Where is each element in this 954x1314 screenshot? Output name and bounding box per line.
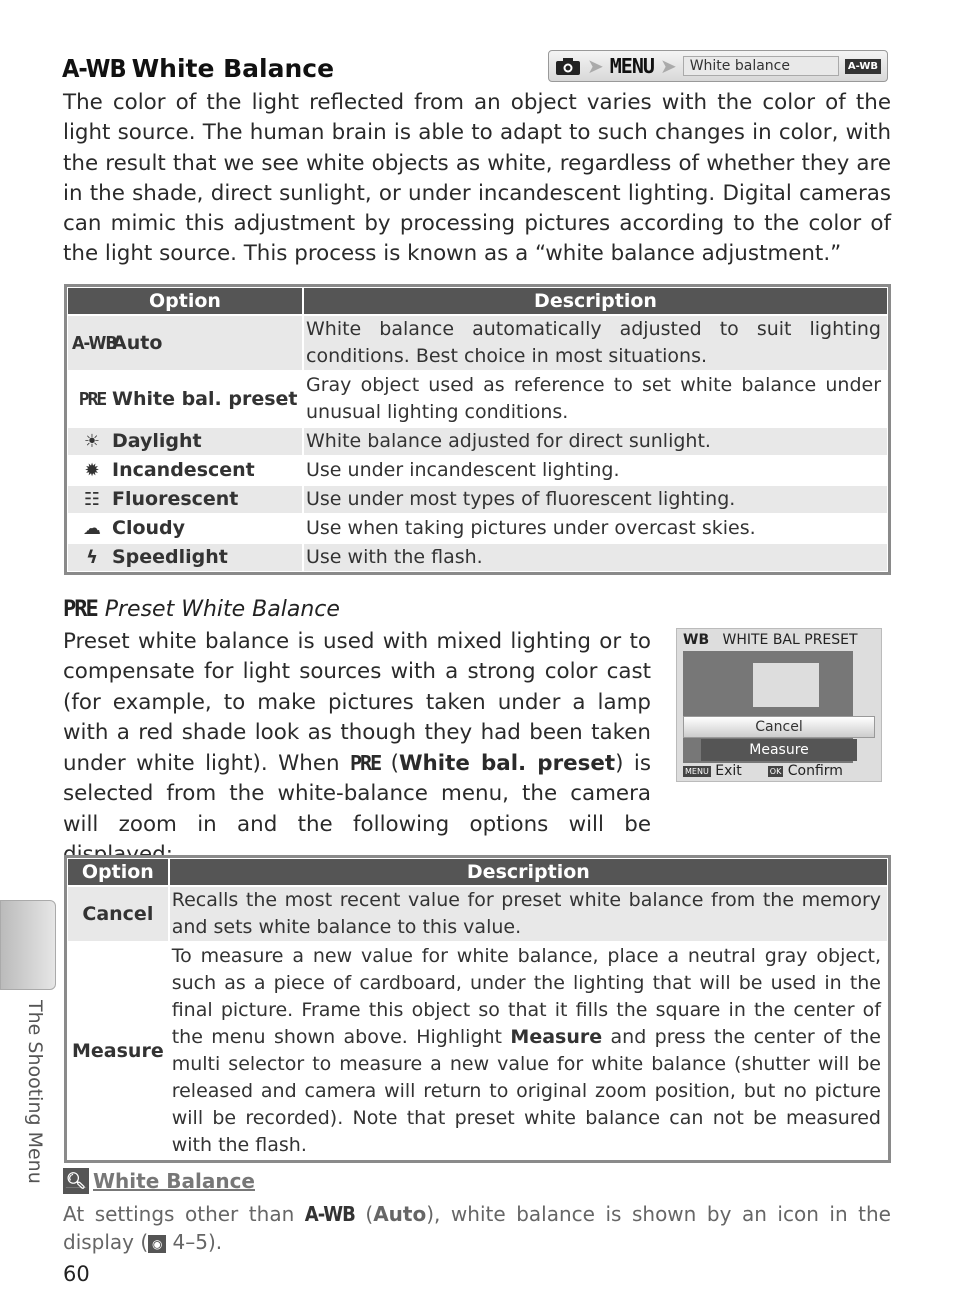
auto-wb-icon: A-WB xyxy=(72,332,117,354)
menu-breadcrumb xyxy=(548,50,888,82)
option-description: Use when taking pictures under overcast skies. xyxy=(303,514,888,543)
incandescent-icon: ✹ xyxy=(84,460,100,481)
table-row xyxy=(67,427,888,456)
table-row xyxy=(67,371,888,427)
lcd-footer xyxy=(683,763,879,779)
awb-tag: A-WB xyxy=(845,59,881,74)
option-label: Measure xyxy=(67,942,169,1160)
note-text-part: ( xyxy=(354,1202,374,1226)
lcd-option-cancel: Cancel xyxy=(683,716,875,738)
measure-square xyxy=(753,663,819,707)
preset-bold-text: White bal. preset xyxy=(398,751,616,777)
side-tab xyxy=(0,900,56,990)
lcd-title: WHITE BAL PRESET xyxy=(722,632,858,648)
preset-options-table xyxy=(64,855,891,1163)
col-header-description: Description xyxy=(169,858,888,886)
preset-icon: PRE xyxy=(350,751,381,776)
magnifier-note-icon: 🔍︎ xyxy=(63,1168,89,1194)
preset-text: ( xyxy=(380,751,399,777)
camera-icon xyxy=(555,56,581,76)
wb-options-table xyxy=(64,284,891,575)
daylight-icon: ☀ xyxy=(83,431,101,452)
option-label: White bal. preset xyxy=(112,387,298,410)
option-label: Auto xyxy=(112,331,163,354)
preset-text: Preset white balance is used with mixed lighting or to compensate for light sources with a strong color cast (for example, to make pictures taken under a lamp with a red shade look as though they had been taken under white light). When xyxy=(63,629,651,777)
note-text-part: At settings other than xyxy=(63,1202,305,1226)
option-label: Daylight xyxy=(112,430,202,452)
auto-wb-icon: A-WB xyxy=(304,1202,355,1226)
option-description xyxy=(169,942,888,1160)
speedlight-icon: ϟ xyxy=(86,547,98,568)
auto-wb-icon: A-WB xyxy=(62,54,126,83)
preset-paragraph xyxy=(63,627,651,870)
table-row xyxy=(67,456,888,485)
col-header-option: Option xyxy=(67,858,169,886)
fluorescent-icon: ☷ xyxy=(83,489,101,510)
cloudy-icon: ☁ xyxy=(83,518,101,539)
table-row xyxy=(67,886,888,942)
description-bold: Measure xyxy=(510,1026,603,1048)
preset-icon: PRE xyxy=(78,388,106,410)
wb-label: WB xyxy=(683,632,710,648)
menu-label: MENU xyxy=(609,54,654,78)
note-title xyxy=(63,1168,255,1194)
page-number: 60 xyxy=(63,1262,90,1286)
option-description: Use under incandescent lighting. xyxy=(303,456,888,485)
option-label: Cancel xyxy=(67,886,169,942)
note-text-part: 4–5). xyxy=(166,1230,223,1254)
lcd-header xyxy=(683,632,858,648)
preset-icon: PRE xyxy=(63,597,97,622)
arrow-right-icon: ➤ xyxy=(587,54,604,78)
exit-label: Exit xyxy=(715,763,742,779)
description-text: and press the center of the multi selector to measure a new value for white balance (shutter will be released and camera will return to original zoom position, but no picture will be recorded). Note that preset white balance can not be measured with the flash. xyxy=(171,1026,882,1156)
note-bold: Auto xyxy=(373,1202,427,1226)
col-header-description: Description xyxy=(303,287,888,315)
option-description: Gray object used as reference to set white balance under unusual lighting conditions. xyxy=(303,371,888,427)
option-description: White balance automatically adjusted to suit lighting conditions. Best choice in most situations. xyxy=(303,315,888,371)
page-title xyxy=(62,54,334,83)
note-text-part: ), white balance is shown by an icon in the display ( xyxy=(63,1202,891,1254)
option-description: Use with the flash. xyxy=(303,543,888,572)
table-row xyxy=(67,514,888,543)
preset-subheading-text: Preset White Balance xyxy=(104,597,340,622)
table-row xyxy=(67,485,888,514)
arrow-right-icon: ➤ xyxy=(659,54,677,78)
description-text: To measure a new value for white balance, place a neutral gray object, such as a piece of cardboard, under the lighting that will be used in the final picture. Frame this object so that it fills the square in the center of the menu shown above. Highlight xyxy=(171,945,881,1048)
option-label: Cloudy xyxy=(112,517,186,539)
title-text: White Balance xyxy=(131,54,335,83)
menu-key-icon: MENU xyxy=(685,766,709,776)
option-description: Recalls the most recent value for preset white balance from the memory and sets white balance to this value. xyxy=(169,886,888,942)
intro-paragraph: The color of the light reflected from an object varies with the color of the light source. The human brain is able to adapt to such changes in color, with the result that we see white objects as white, regardless of whether they are in the shade, direct sunlight, or under incandescent lighting. Digital cameras can mimic this adjustment by processing pictures according to the color of the light source. This process is known as a “white balance adjustment.” xyxy=(63,90,891,267)
table-row xyxy=(67,942,888,1160)
option-label: Speedlight xyxy=(112,546,228,568)
option-description: Use under most types of fluorescent lighting. xyxy=(303,485,888,514)
table-row xyxy=(67,315,888,371)
note-text xyxy=(63,1200,891,1256)
preset-text: ) is selected from the white-balance menu, the camera will zoom in and the following options will be xyxy=(63,751,651,837)
lcd-option-measure: Measure xyxy=(701,739,857,761)
confirm-label: Confirm xyxy=(787,763,843,779)
option-label: Fluorescent xyxy=(112,488,239,510)
preset-subheading xyxy=(63,597,340,622)
option-description: White balance adjusted for direct sunlight. xyxy=(303,427,888,456)
ok-key-icon: OK xyxy=(769,766,782,776)
side-tab-label: The Shooting Menu xyxy=(24,1000,46,1184)
note-title-text: White Balance xyxy=(93,1169,255,1193)
col-header-option: Option xyxy=(67,287,303,315)
page-ref-icon: ◉ xyxy=(148,1235,166,1253)
table-row xyxy=(67,543,888,572)
option-label: Incandescent xyxy=(112,459,255,481)
breadcrumb-item: White balance xyxy=(683,56,839,76)
camera-lcd-screenshot xyxy=(676,628,882,782)
